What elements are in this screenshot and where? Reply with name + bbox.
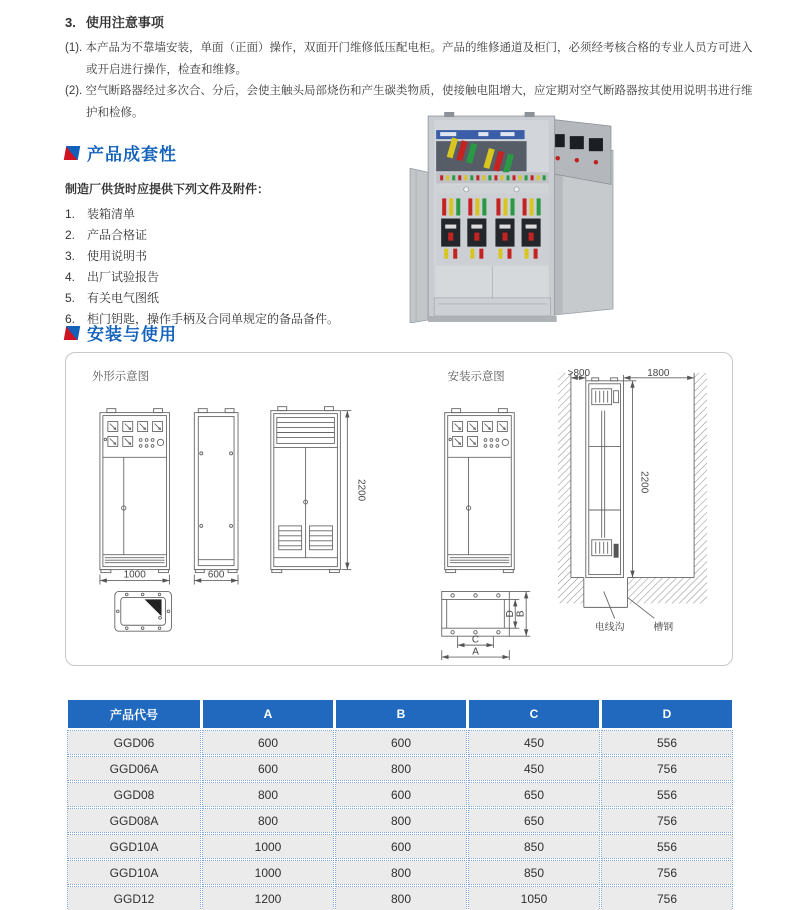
- svg-text:2200: 2200: [355, 479, 367, 502]
- table-cell: GGD12: [68, 887, 200, 910]
- usage-note-1-number: (1).: [65, 42, 83, 54]
- table-cell: 756: [602, 757, 732, 780]
- table-row: [68, 731, 732, 754]
- list-item: [65, 204, 410, 225]
- drawings-panel: [65, 352, 733, 666]
- cable-trench-label: 电线沟: [594, 622, 625, 634]
- table-cell: GGD10A: [68, 835, 200, 858]
- completeness-section: [65, 140, 410, 330]
- list-item-number: 3.: [65, 249, 76, 263]
- table-cell: GGD06A: [68, 757, 200, 780]
- table-cell: 800: [336, 861, 466, 884]
- table-cell: GGD06: [68, 731, 200, 754]
- svg-text:2200: 2200: [638, 471, 650, 494]
- table-header-cell: B: [336, 700, 466, 728]
- table-cell: GGD08A: [68, 809, 200, 832]
- table-cell: 800: [203, 783, 333, 806]
- list-item: [65, 267, 410, 288]
- usage-notes-heading: [65, 12, 759, 31]
- dimension-a-label: A: [472, 646, 479, 658]
- dimension-height: [341, 411, 366, 570]
- completeness-heading: [65, 140, 410, 165]
- list-item-text: 产品合格证: [87, 228, 148, 242]
- section-marker-icon: [64, 326, 80, 340]
- svg-text:600: 600: [207, 569, 225, 581]
- bottom-view: [442, 591, 530, 660]
- technical-drawings: [66, 353, 732, 665]
- section-marker-icon: [64, 146, 80, 160]
- list-item-text: 使用说明书: [87, 249, 148, 263]
- usage-note-1: [65, 38, 759, 81]
- table-header-cell: D: [602, 700, 732, 728]
- usage-note-2-text: 空气断路器经过多次合、分后，会使主触头局部烧伤和产生碳类物质，使接触电阻增大，应定期对空气断路器按其使用说明书进行维护和检修。: [85, 85, 753, 119]
- table-cell: 450: [469, 731, 599, 754]
- table-row: [68, 835, 732, 858]
- table-cell: 850: [469, 835, 599, 858]
- outline-diagram-title: 外形示意图: [91, 370, 149, 383]
- svg-text:1800: 1800: [647, 367, 670, 379]
- table-cell: 756: [602, 809, 732, 832]
- table-cell: 600: [203, 757, 333, 780]
- dimension-d-label: D: [504, 610, 516, 618]
- svg-text:1000: 1000: [123, 569, 146, 581]
- table-cell: GGD08: [68, 783, 200, 806]
- side-installation-view: [558, 368, 707, 633]
- dimension-right-gap: [624, 368, 695, 381]
- rear-view: [271, 407, 341, 573]
- cable-trench: [584, 578, 628, 608]
- table-cell: 800: [336, 757, 466, 780]
- usage-notes-heading-text: 使用注意事项: [85, 15, 164, 30]
- list-item-text: 柜门钥匙，操作手柄及合同单规定的备品备件。: [87, 312, 340, 326]
- table-cell: 600: [336, 731, 466, 754]
- table-cell: 1200: [203, 887, 333, 910]
- installation-heading: [65, 320, 177, 345]
- table-cell: 800: [336, 887, 466, 910]
- table-cell: 650: [469, 783, 599, 806]
- product-photo: [404, 110, 617, 323]
- front-view: [100, 409, 170, 573]
- cabinet-side: [586, 378, 624, 578]
- list-item-text: 有关电气图纸: [87, 291, 160, 305]
- dimension-front-width: [100, 570, 170, 585]
- installation-title: 安装与使用: [87, 325, 177, 344]
- installation-diagram: [442, 368, 707, 660]
- table-cell: 800: [203, 809, 333, 832]
- table-cell: 600: [336, 783, 466, 806]
- table-header-cell: A: [203, 700, 333, 728]
- table-cell: 1000: [203, 835, 333, 858]
- table-cell: 556: [602, 835, 732, 858]
- list-item-number: 5.: [65, 291, 76, 305]
- installation-diagram-title: 安装示意图: [447, 370, 505, 383]
- dimension-side-width: [194, 570, 238, 585]
- table-header-cell: 产品代号: [68, 700, 200, 728]
- table-row: [68, 887, 732, 910]
- list-item: [65, 288, 410, 309]
- cabinet-photo-illustration: [404, 110, 617, 323]
- list-item: [65, 246, 410, 267]
- outline-diagram: [92, 369, 366, 631]
- table-row: [68, 757, 732, 780]
- usage-note-2-number: (2).: [65, 85, 83, 97]
- table-cell: 850: [469, 861, 599, 884]
- table-header-row: [68, 700, 732, 728]
- list-item-text: 出厂试验报告: [87, 270, 160, 284]
- completeness-intro: 制造厂供货时应提供下列文件及附件：: [65, 182, 270, 196]
- table-row: [68, 861, 732, 884]
- table-cell: 600: [203, 731, 333, 754]
- list-item-number: 2.: [65, 228, 76, 242]
- list-item-number: 1.: [65, 207, 76, 221]
- table-cell: 650: [469, 809, 599, 832]
- dimension-b-label: B: [515, 610, 527, 618]
- table-cell: 756: [602, 861, 732, 884]
- completeness-title: 产品成套性: [87, 145, 177, 164]
- table-cell: 1050: [469, 887, 599, 910]
- table-cell: 600: [336, 835, 466, 858]
- dimension-height-install: [624, 381, 650, 578]
- channel-steel-label: 槽钢: [653, 622, 674, 634]
- table-cell: 556: [602, 731, 732, 754]
- svg-text:>800: >800: [567, 367, 591, 379]
- table-row: [68, 809, 732, 832]
- front-view: [445, 409, 515, 573]
- table-cell: 756: [602, 887, 732, 910]
- dimension-table: [65, 697, 735, 910]
- list-item: [65, 225, 410, 246]
- usage-note-1-text: 本产品为不靠墙安装，单面（正面）操作，双面开门维修低压配电柜。产品的维修通道及柜门，必须经考核合格的专业人员方可进入或开启进行操作，检查和维修。: [85, 42, 753, 76]
- table-cell: 556: [602, 783, 732, 806]
- list-item-number: 4.: [65, 270, 76, 284]
- side-view: [194, 409, 238, 573]
- usage-notes-heading-number: 3.: [65, 15, 76, 30]
- list-item-text: 装箱清单: [87, 207, 136, 221]
- table-cell: 800: [336, 809, 466, 832]
- table-row: [68, 783, 732, 806]
- dimension-c-label: C: [471, 634, 480, 646]
- list-item-number: 6.: [65, 312, 76, 326]
- table-cell: 450: [469, 757, 599, 780]
- table-header-cell: C: [469, 700, 599, 728]
- table-cell: GGD10A: [68, 861, 200, 884]
- usage-notes-section: [65, 12, 759, 124]
- top-view: [115, 591, 172, 631]
- table-cell: 1000: [203, 861, 333, 884]
